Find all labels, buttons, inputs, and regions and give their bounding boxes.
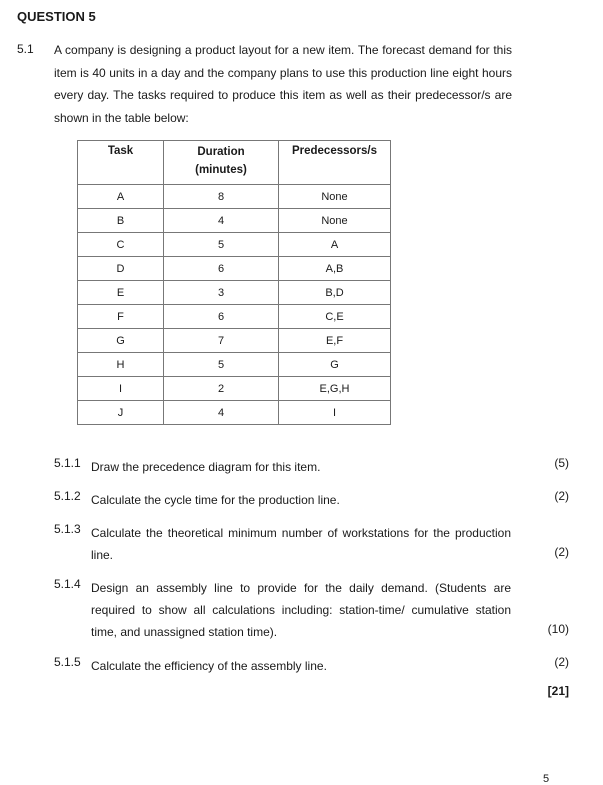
subquestion-text: Draw the precedence diagram for this item. <box>91 460 321 474</box>
table-row <box>78 329 391 353</box>
cell-task: H <box>78 353 164 377</box>
table-header-row <box>78 141 391 185</box>
cell-task: C <box>78 233 164 257</box>
cell-predecessors: A <box>279 233 391 257</box>
cell-predecessors: G <box>279 353 391 377</box>
header-duration <box>164 141 279 185</box>
subquestion-number: 5.1.4 <box>54 577 81 591</box>
cell-duration: 4 <box>164 401 279 425</box>
header-duration-line1: Duration <box>197 146 245 158</box>
subquestion-text: Calculate the theoretical minimum number of workstations for the production line. <box>91 526 511 562</box>
subquestion-text: Design an assembly line to provide for the daily demand. (Students are required to show all calculations including: station-time/ cumulative station time, and unassigned station time). <box>91 581 511 639</box>
subquestion-text: Calculate the cycle time for the production line. <box>91 493 340 507</box>
cell-task: E <box>78 281 164 305</box>
cell-duration: 7 <box>164 329 279 353</box>
cell-predecessors: I <box>279 401 391 425</box>
cell-duration: 6 <box>164 305 279 329</box>
cell-duration: 6 <box>164 257 279 281</box>
cell-predecessors: A,B <box>279 257 391 281</box>
cell-predecessors: E,G,H <box>279 377 391 401</box>
subquestion-marks: (2) <box>554 489 569 503</box>
subquestion-number: 5.1.2 <box>54 489 81 503</box>
section-number: 5.1 <box>17 42 34 56</box>
cell-predecessors: B,D <box>279 281 391 305</box>
cell-task: D <box>78 257 164 281</box>
cell-duration: 4 <box>164 209 279 233</box>
cell-task: B <box>78 209 164 233</box>
subquestion-marks: (10) <box>547 622 569 636</box>
subquestion-marks: (2) <box>554 655 569 669</box>
subquestion-text: Calculate the efficiency of the assembly line. <box>91 659 327 673</box>
table-row <box>78 209 391 233</box>
subquestion-marks: (2) <box>554 545 569 559</box>
table-row <box>78 305 391 329</box>
cell-duration: 8 <box>164 185 279 209</box>
header-predecessors: Predecessors/s <box>279 141 391 185</box>
table-row <box>78 257 391 281</box>
header-task: Task <box>78 141 164 185</box>
table-row <box>78 377 391 401</box>
cell-duration: 2 <box>164 377 279 401</box>
total-marks: [21] <box>547 684 569 698</box>
cell-predecessors: None <box>279 209 391 233</box>
cell-predecessors: C,E <box>279 305 391 329</box>
subquestion-number: 5.1.3 <box>54 522 81 536</box>
intro-paragraph: A company is designing a product layout for a new item. The forecast demand for this item is 40 units in a day and the company plans to use this production line eight hours every day. The tasks required to produce this item as well as their predecessor/s are shown in the table below: <box>54 43 512 125</box>
cell-task: G <box>78 329 164 353</box>
table-row <box>78 185 391 209</box>
table-row <box>78 281 391 305</box>
task-table <box>77 140 391 425</box>
page-number: 5 <box>543 773 550 785</box>
cell-duration: 5 <box>164 353 279 377</box>
cell-duration: 3 <box>164 281 279 305</box>
cell-task: I <box>78 377 164 401</box>
subquestion-number: 5.1.5 <box>54 655 81 669</box>
table-row <box>78 233 391 257</box>
cell-predecessors: None <box>279 185 391 209</box>
cell-duration: 5 <box>164 233 279 257</box>
cell-task: J <box>78 401 164 425</box>
table-row <box>78 353 391 377</box>
subquestion-number: 5.1.1 <box>54 456 81 470</box>
table-row <box>78 401 391 425</box>
cell-task: A <box>78 185 164 209</box>
question-title: QUESTION 5 <box>17 9 96 24</box>
cell-task: F <box>78 305 164 329</box>
cell-predecessors: E,F <box>279 329 391 353</box>
header-duration-line2: (minutes) <box>195 164 247 176</box>
subquestion-marks: (5) <box>554 456 569 470</box>
